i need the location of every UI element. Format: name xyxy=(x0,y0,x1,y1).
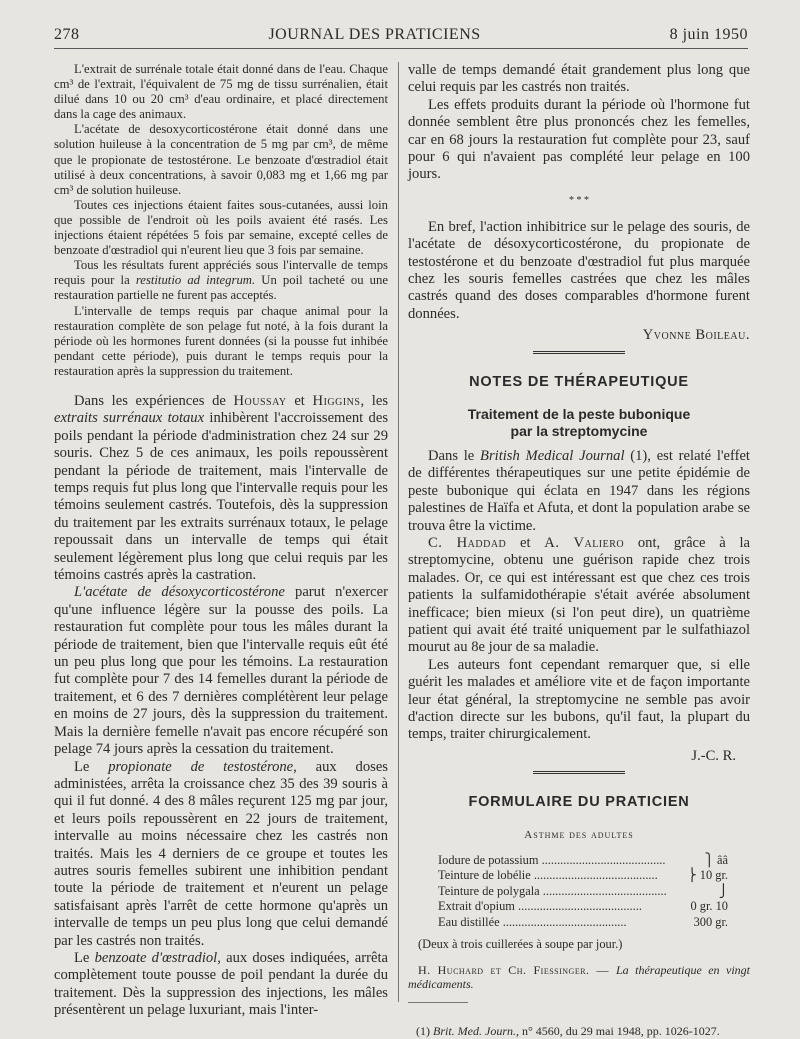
text: Le xyxy=(74,949,95,966)
journal-title: JOURNAL DES PRATICIENS xyxy=(268,26,481,43)
section-title: NOTES DE THÉRAPEUTIQUE xyxy=(469,373,689,390)
paragraph: L'intervalle de temps requis par chaque animal pour la restauration complète de son pelage fut noté, à la fois durant la période où les hormones furent données (si la pousse fut inhibée pendant cette période), puis durant le temps requis pour la restauration après la suppression du traitement. xyxy=(54,303,388,378)
text: ont, grâce à la streptomycine, obtenu une guérison rapide chez trois malades. Or, ce qui est intéressant est que chez ces trois patients la sulfamidothérapie s'était avérée absolument inefficace; bien mieux (si l'on peut dire), un quatrième patient qui avait été traité uniquement par le sulfathiazol mourut au 8e jour de sa maladie. xyxy=(408,535,750,656)
reference xyxy=(408,963,750,992)
paragraph: valle de temps demandé était grandement plus long que celui requis par les castrés non traités. xyxy=(408,62,750,96)
body-block xyxy=(54,393,388,1020)
emphasis: British Medical Journal xyxy=(480,447,625,464)
paragraph: L'extrait de surrénale totale était donné dans de l'eau. Chaque cm³ de l'extrait, l'équivalent de 75 mg de tissu surrénalien, était dilué dans 10 ou 20 cm³ d'eau ordinaire, et placé directement dans la cage des animaux. xyxy=(54,62,388,122)
article-title-line: Traitement de la peste bubonique xyxy=(467,405,691,422)
prescription-row xyxy=(438,853,728,869)
text: et xyxy=(286,392,313,409)
text: aux doses administées, arrêta la croissance chez 35 des 39 souris à qui il fut donné. 4 des 8 mâles reçurent 125 mg par jour, et leurs poils repoussèrent en 22 jours de traitement, intervalle au moins nécessaire chez les castrés non traités. Mais les 4 derniers de ce groupe et toutes les autres souris femelles subirent une inhibition pendant toute la période de traitement et n'eurent un pelage satisfaisant après l'arrêt de cette hormone qu'après un intervalle de temps un peu plus long que celui demandé par les castrés non traités. xyxy=(54,758,388,949)
article-title-line: par la streptomycine xyxy=(510,422,648,439)
spacer xyxy=(54,379,388,393)
author-name: C. Haddad xyxy=(428,535,507,552)
text: Un poil tacheté ou une restauration partielle ne furent pas acceptés. xyxy=(54,273,388,303)
paragraph: L'acétate de desoxycorticostérone était donné dans une solution huileuse à la concentration de 5 mg par cm³, de même que le propionate de testostérone. Le benzoate d'œstradiol était utilisé à deux concentrations, à savoir 0,083 mg et 1,66 mg par cm³ de solution huileuse. xyxy=(54,122,388,197)
reference-authors: H. Huchard et Ch. Fiessinger. — xyxy=(418,962,616,977)
section-stars: * * * xyxy=(569,194,589,206)
ingredient: Eau distillée ..... xyxy=(438,915,670,931)
text: n° 4560, du 29 mai 1948, pp. 1026-1027. xyxy=(519,1023,720,1038)
paragraph xyxy=(54,950,388,1020)
emphasis: L'acétate de désoxycorticostérone xyxy=(74,584,285,601)
signature: J.-C. R. xyxy=(691,747,736,764)
left-column xyxy=(54,62,388,1020)
page-header xyxy=(54,22,748,44)
emphasis: extraits surrénaux totaux xyxy=(54,410,205,427)
body-block xyxy=(408,448,750,765)
emphasis: benzoate d'œstradiol, xyxy=(94,949,221,966)
quantity: ⎭ xyxy=(718,883,728,898)
emphasis: restitutio ad integrum. xyxy=(135,273,256,288)
paragraph xyxy=(54,759,388,950)
prescription-row xyxy=(438,868,728,884)
text: et xyxy=(506,535,545,552)
paragraph: Les auteurs font cependant remarquer que, si elle guérit les malades et améliore vite et de façon importante leur état général, la streptomycine ne semble pas avoir d'action directe sur les bubons, qu'il faut, la plupart du temps, traiter chirurgicalement. xyxy=(408,656,750,743)
text: (1), est relaté l'effet de différentes thérapeutiques sur une petite épidémie de peste bubonique qui éclata en 1947 dans les régions palestines de Haïfa et Afuta, et dont la population arabe se trouva être la victime. xyxy=(408,447,750,534)
quantity: 300 gr. xyxy=(693,914,728,929)
paragraph xyxy=(408,448,750,535)
author-name: A. Valiero xyxy=(544,535,625,552)
emphasis: Brit. Med. Journ., xyxy=(433,1023,519,1038)
text: Tous les résultats furent appréciés sous l'intervalle de temps requis pour la xyxy=(54,258,388,288)
prescription-row xyxy=(438,884,728,900)
double-rule xyxy=(533,351,625,356)
dosage-note: (Deux à trois cuillerées à soupe par jour.) xyxy=(418,937,623,952)
quantity: ⎬ 10 gr. xyxy=(687,868,728,883)
reference-title: La thérapeutique en vingt médicaments. xyxy=(408,962,750,992)
paragraph: Les effets produits durant la période où l'hormone fut donnée semblent être plus prononcés chez les femelles, car en 68 jours la restauration fut complète pour 23, sauf pour 6 qui n'avaient pas complété leur pelage en 100 jours. xyxy=(408,96,750,183)
page-number: 278 xyxy=(54,26,80,43)
ingredient: Extrait d'opium ..... xyxy=(438,899,670,915)
text: parut n'exercer qu'une influence légère sur la pousse des poils. La restauration fut complète pour tous les mâles durant la période de traitement, bien que l'intervalle requis eût été un peu plus long que pour les témoins. La restauration fut complète pour 7 des 14 femelles durant la période de traitement, et 6 des 7 dernières complétèrent leur pelage en moins de 27 jours, dès la suppression du traitement. Mais la dernière femelle n'avait pas encore récupéré son pelage 74 jours après la cessation du traitement. xyxy=(54,584,389,758)
paragraph xyxy=(408,535,750,657)
author-signature: Yvonne Boileau. xyxy=(642,327,750,344)
issue-date: 8 juin 1950 xyxy=(669,26,748,43)
text: Dans le xyxy=(428,447,481,464)
footnote-rule xyxy=(408,1002,468,1003)
section-title: FORMULAIRE DU PRATICIEN xyxy=(468,794,690,811)
double-rule xyxy=(533,771,625,776)
ingredient: Iodure de potassium ..... xyxy=(438,853,670,869)
author-name: Houssay xyxy=(233,392,287,409)
paragraph: En bref, l'action inhibitrice sur le pelage des souris, de l'acétate de désoxycorticostérone, du propionate de testostérone et du benzoate d'œstradiol fut plus marquée chez les souris femelles castrées que chez les mâles castrés quand des doses comparables d'hormone furent données. xyxy=(408,218,750,322)
text: Le xyxy=(74,758,109,775)
prescription xyxy=(438,853,728,931)
paragraph xyxy=(54,258,388,303)
author-name: Higgins xyxy=(312,392,361,409)
right-column xyxy=(408,62,750,1039)
text: Dans les expériences de xyxy=(74,392,234,409)
emphasis: propionate de testostérone, xyxy=(108,758,297,775)
ingredient: Teinture de lobélie ..... xyxy=(438,868,670,884)
paragraph xyxy=(54,393,388,584)
paragraph xyxy=(54,584,388,758)
author-line xyxy=(408,327,750,344)
text: (1) xyxy=(416,1023,433,1038)
text: inhibèrent l'accroissement des poils pendant la période d'administration chez 24 sur 29 souris. Chez 5 de ces animaux, les poils repoussèrent pendant la période de traitement, mais l'intervalle de temps requis fut plus long que l'intervalle requis pour les témoins seulement castrés. Toutefois, dès la suppression du traitement par les extraits surrénaux totaux, le pelage repoussait dans un intervalle de temps qui était seulement légèrement plus long que celui requis par les témoins castrés après la castration. xyxy=(54,410,388,584)
prescription-row xyxy=(438,915,728,931)
text: , les xyxy=(360,392,388,409)
article-title xyxy=(408,406,750,440)
paragraph: Toutes ces injections étaient faites sous-cutanées, aussi loin que possible de l'endroit où les poils avaient été rasés. Les injections étaient répétées 5 fois par semaine, excepté celles de benzoate d'œstradiol qui n'eurent lieu que 3 fois par semaine. xyxy=(54,197,388,258)
recipe-title: Asthme des adultes xyxy=(524,828,634,841)
body-block xyxy=(408,62,750,345)
quantity: 0 gr. 10 xyxy=(690,899,728,914)
header-rule xyxy=(54,48,748,49)
text: aux doses indiquées, arrêta complètement toute pousse de poil pendant la durée du traitement. Dès la suppression des injections, les mâles présentèrent un pelage luxuriant, mais l'inter- xyxy=(54,949,388,1019)
ingredient: Teinture de polygala ..... xyxy=(438,884,670,900)
prescription-row xyxy=(438,899,728,915)
quantity: ⎫ ââ xyxy=(704,852,728,867)
column-divider xyxy=(398,62,399,1002)
